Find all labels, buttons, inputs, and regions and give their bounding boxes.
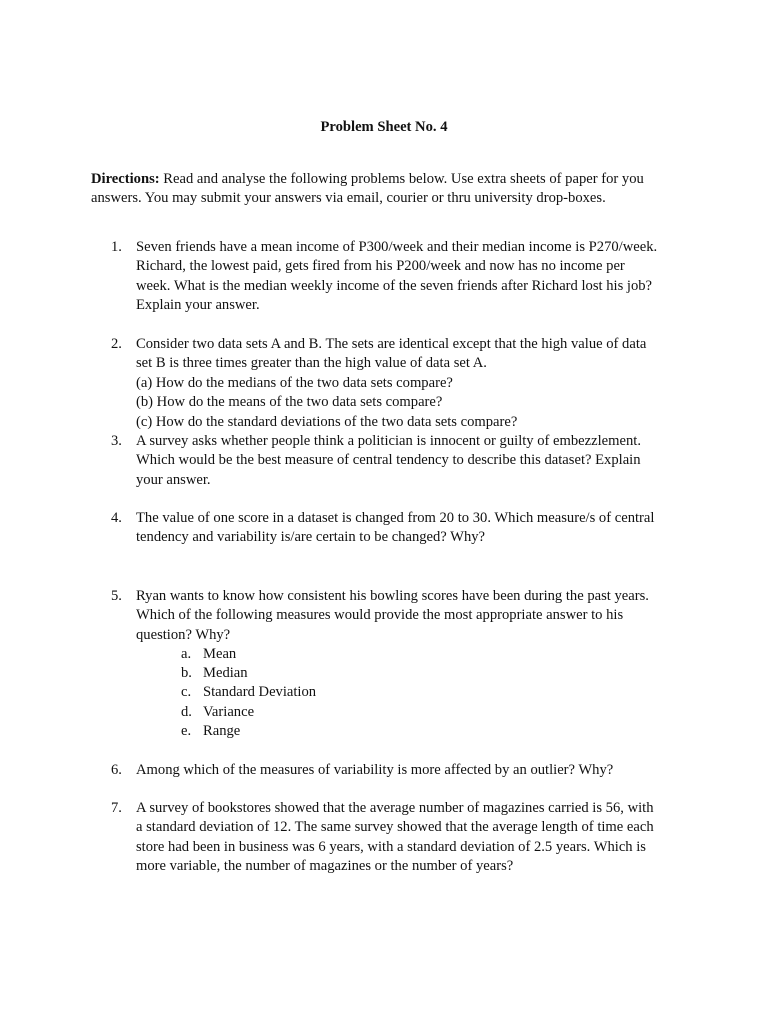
- problem-line: Which would be the best measure of central tendency to describe this dataset? Explain: [136, 452, 641, 469]
- option-text: Range: [203, 723, 241, 739]
- option-text: Variance: [203, 704, 255, 720]
- problem-line: Richard, the lowest paid, gets fired from his P200/week and now has no income per: [136, 258, 625, 275]
- problem-number: 1.: [111, 239, 122, 255]
- problem-1: [111, 238, 677, 316]
- problem-line: A survey of bookstores showed that the average number of magazines carried is 56, with: [136, 800, 654, 816]
- problem-number: 5.: [111, 588, 122, 604]
- problem-2: [111, 335, 677, 432]
- directions-paragraph: [91, 170, 681, 209]
- problem-line: set B is three times greater than the high value of data set A.: [136, 355, 487, 372]
- problem-number: 6.: [111, 762, 122, 778]
- problem-number: 4.: [111, 510, 122, 526]
- problem-line: your answer.: [136, 471, 211, 488]
- option-variance: [181, 703, 255, 722]
- option-letter: d.: [181, 704, 192, 720]
- directions-line-2: answers. You may submit your answers via email, courier or thru university drop-boxes.: [91, 190, 606, 207]
- option-median: [181, 664, 248, 683]
- problem-line: Which of the following measures would provide the most appropriate answer to his: [136, 607, 624, 624]
- problem-3: [111, 432, 677, 490]
- option-text: Standard Deviation: [203, 684, 317, 700]
- option-text: Mean: [203, 646, 237, 662]
- problem-number: 2.: [111, 336, 122, 352]
- problem-5: [111, 587, 677, 645]
- directions-label: Directions:: [91, 171, 160, 187]
- problem-line: Among which of the measures of variability is more affected by an outlier? Why?: [136, 762, 614, 778]
- problem-number: 7.: [111, 800, 122, 816]
- problem-line: question? Why?: [136, 626, 231, 643]
- problem-line: store had been in business was 6 years, with a standard deviation of 2.5 years. Which is: [136, 838, 646, 855]
- problem-line: Seven friends have a mean income of P300/week and their median income is P270/week.: [136, 239, 658, 255]
- problem-subquestion-a: (a) How do the medians of the two data sets compare?: [136, 374, 453, 391]
- problem-6: [111, 761, 677, 780]
- page-title: Problem Sheet No. 4: [320, 119, 448, 135]
- problem-line: tendency and variability is/are certain to be changed? Why?: [136, 529, 486, 546]
- option-letter: c.: [181, 684, 192, 700]
- option-standard-deviation: [181, 683, 317, 702]
- problem-line: Consider two data sets A and B. The sets are identical except that the high value of data: [136, 336, 647, 352]
- directions-line-1: Read and analyse the following problems below. Use extra sheets of paper for you: [159, 171, 644, 187]
- problem-4: [111, 509, 677, 548]
- option-mean: [181, 645, 237, 664]
- problem-line: Ryan wants to know how consistent his bowling scores have been during the past years.: [136, 588, 649, 604]
- problem-line: A survey asks whether people think a politician is innocent or guilty of embezzlement.: [136, 433, 641, 449]
- option-letter: a.: [181, 646, 192, 662]
- problem-line: week. What is the median weekly income of the seven friends after Richard lost his job?: [136, 277, 653, 294]
- problem-line: a standard deviation of 12. The same survey showed that the average length of time each: [136, 819, 654, 836]
- problem-subquestion-c: (c) How do the standard deviations of the two data sets compare?: [136, 413, 518, 430]
- option-letter: b.: [181, 665, 192, 681]
- problem-line: The value of one score in a dataset is changed from 20 to 30. Which measure/s of central: [136, 510, 655, 526]
- option-range: [181, 722, 241, 741]
- problem-7: [111, 799, 677, 877]
- problem-line: more variable, the number of magazines or the number of years?: [136, 858, 514, 875]
- option-letter: e.: [181, 723, 192, 739]
- option-text: Median: [203, 665, 248, 681]
- problem-line: Explain your answer.: [136, 297, 260, 314]
- problem-subquestion-b: (b) How do the means of the two data sets compare?: [136, 394, 443, 411]
- problem-number: 3.: [111, 433, 122, 449]
